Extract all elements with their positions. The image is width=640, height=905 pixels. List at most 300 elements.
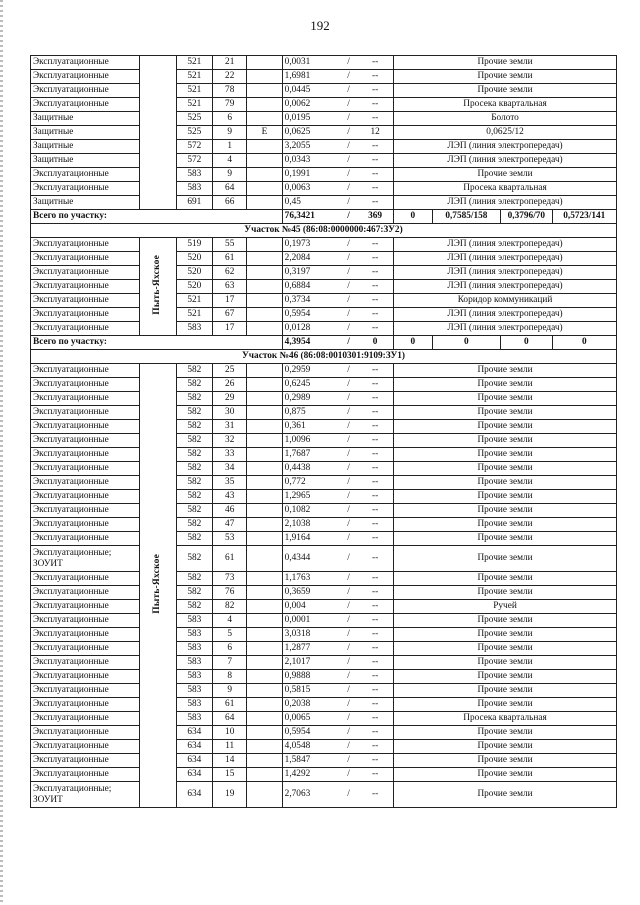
quarter-cell: 583 — [176, 628, 212, 642]
area-value: 0,0065 — [284, 712, 311, 723]
protection-category-cell: Эксплуатационные — [31, 670, 140, 684]
allotment-cell: 14 — [213, 754, 247, 768]
area-value: 1,6981 — [284, 70, 311, 81]
quarter-cell: 582 — [176, 518, 212, 532]
table-row — [31, 670, 617, 684]
separator-cell: / — [340, 182, 357, 196]
allotment-cell: 76 — [213, 586, 247, 600]
area-value: 0,3197 — [284, 266, 311, 277]
table-row — [31, 448, 617, 462]
area-cell — [282, 280, 340, 294]
separator-cell: / — [340, 532, 357, 546]
total-separator: / — [340, 336, 357, 350]
area-value: 0,5954 — [284, 308, 311, 319]
area-value: 0,0343 — [284, 154, 311, 165]
protection-category-cell: Эксплуатационные — [31, 586, 140, 600]
table-row — [31, 586, 617, 600]
total-n1: 0 — [394, 210, 433, 224]
area-cell — [282, 462, 340, 476]
area-value: 0,0001 — [284, 614, 311, 625]
area-cell — [282, 238, 340, 252]
area-value: 0,45 — [284, 196, 301, 207]
area-value: 4,0548 — [284, 740, 311, 751]
area-cell — [282, 532, 340, 546]
protection-category-cell: Эксплуатационные — [31, 462, 140, 476]
quarter-cell: 583 — [176, 670, 212, 684]
volume-cell: -- — [357, 112, 393, 126]
category-cell — [247, 532, 282, 546]
quarter-cell: 583 — [176, 712, 212, 726]
total-area: 76,3421 — [282, 210, 340, 224]
land-purpose-cell: ЛЭП (линия электропередач) — [394, 154, 617, 168]
category-cell — [247, 726, 282, 740]
protection-category-cell: Эксплуатационные — [31, 600, 140, 614]
allotment-cell: 64 — [213, 182, 247, 196]
category-cell — [247, 322, 282, 336]
protection-category-cell: Эксплуатационные — [31, 406, 140, 420]
volume-cell: -- — [357, 586, 393, 600]
protection-category-cell: Эксплуатационные — [31, 238, 140, 252]
table-row — [31, 168, 617, 182]
separator-cell: / — [340, 670, 357, 684]
area-cell — [282, 504, 340, 518]
protection-category-cell: Эксплуатационные — [31, 392, 140, 406]
category-cell — [247, 490, 282, 504]
area-cell — [282, 614, 340, 628]
separator-cell: / — [340, 782, 357, 808]
category-cell — [247, 140, 282, 154]
separator-cell: / — [340, 698, 357, 712]
land-purpose-cell: Прочие земли — [394, 476, 617, 490]
category-cell — [247, 684, 282, 698]
volume-cell: -- — [357, 56, 393, 70]
quarter-cell: 572 — [176, 154, 212, 168]
volume-cell: -- — [357, 614, 393, 628]
area-cell — [282, 740, 340, 754]
area-cell — [282, 684, 340, 698]
land-purpose-cell: ЛЭП (линия электропередач) — [394, 322, 617, 336]
allotment-cell: 53 — [213, 532, 247, 546]
total-row — [31, 210, 617, 224]
area-cell — [282, 294, 340, 308]
volume-cell: 12 — [357, 126, 393, 140]
allotment-cell: 21 — [213, 56, 247, 70]
protection-category-cell: Эксплуатационные — [31, 308, 140, 322]
quarter-cell: 521 — [176, 70, 212, 84]
table-row — [31, 782, 617, 808]
volume-cell: -- — [357, 532, 393, 546]
area-cell — [282, 698, 340, 712]
separator-cell: / — [340, 322, 357, 336]
category-cell — [247, 614, 282, 628]
land-purpose-cell: Прочие земли — [394, 504, 617, 518]
area-value: 2,1017 — [284, 656, 311, 667]
quarter-cell: 521 — [176, 84, 212, 98]
total-n3: 0 — [501, 336, 552, 350]
total-n1: 0 — [394, 336, 433, 350]
allotment-cell: 26 — [213, 378, 247, 392]
allotment-cell: 62 — [213, 266, 247, 280]
area-cell — [282, 308, 340, 322]
category-cell — [247, 754, 282, 768]
volume-cell: -- — [357, 196, 393, 210]
area-value: 0,0128 — [284, 322, 311, 333]
area-cell — [282, 84, 340, 98]
area-cell — [282, 572, 340, 586]
allotment-cell: 9 — [213, 168, 247, 182]
table-row — [31, 406, 617, 420]
area-cell — [282, 434, 340, 448]
category-cell — [247, 504, 282, 518]
quarter-cell: 521 — [176, 294, 212, 308]
area-value: 0,0063 — [284, 182, 311, 193]
allotment-cell: 4 — [213, 614, 247, 628]
separator-cell: / — [340, 628, 357, 642]
area-value: 1,7687 — [284, 448, 311, 459]
area-cell — [282, 98, 340, 112]
area-value: 0,6884 — [284, 280, 311, 291]
area-cell — [282, 600, 340, 614]
land-purpose-cell: Прочие земли — [394, 656, 617, 670]
allotment-cell: 63 — [213, 280, 247, 294]
quarter-cell: 582 — [176, 586, 212, 600]
allotment-cell: 82 — [213, 600, 247, 614]
table-row — [31, 126, 617, 140]
table-row — [31, 84, 617, 98]
volume-cell: -- — [357, 280, 393, 294]
category-cell — [247, 586, 282, 600]
volume-cell: -- — [357, 392, 393, 406]
forestry-name: Пыть-Яхское — [152, 553, 163, 614]
area-value: 0,0195 — [284, 112, 311, 123]
volume-cell: -- — [357, 420, 393, 434]
allotment-cell: 31 — [213, 420, 247, 434]
volume-cell: -- — [357, 600, 393, 614]
category-cell — [247, 462, 282, 476]
separator-cell: / — [340, 98, 357, 112]
protection-category-cell: Эксплуатационные — [31, 518, 140, 532]
category-cell — [247, 112, 282, 126]
protection-category-cell: Эксплуатационные — [31, 434, 140, 448]
section-title: Участок №46 (86:08:0010301:9109:ЗУ1) — [31, 350, 617, 364]
volume-cell: -- — [357, 448, 393, 462]
area-cell — [282, 140, 340, 154]
separator-cell: / — [340, 768, 357, 782]
separator-cell: / — [340, 84, 357, 98]
category-cell — [247, 656, 282, 670]
area-cell — [282, 252, 340, 266]
category-cell — [247, 642, 282, 656]
quarter-cell: 582 — [176, 364, 212, 378]
land-purpose-cell: Прочие земли — [394, 684, 617, 698]
allotment-cell: 61 — [213, 252, 247, 266]
table-row — [31, 462, 617, 476]
separator-cell: / — [340, 364, 357, 378]
area-cell — [282, 642, 340, 656]
table-row — [31, 56, 617, 70]
table-row — [31, 656, 617, 670]
volume-cell: -- — [357, 518, 393, 532]
quarter-cell: 525 — [176, 126, 212, 140]
area-cell — [282, 196, 340, 210]
quarter-cell: 525 — [176, 112, 212, 126]
protection-category-cell: Эксплуатационные — [31, 84, 140, 98]
protection-category-cell: Эксплуатационные — [31, 754, 140, 768]
volume-cell: -- — [357, 462, 393, 476]
allotment-cell: 6 — [213, 642, 247, 656]
area-value: 0,361 — [284, 420, 306, 431]
quarter-cell: 583 — [176, 168, 212, 182]
volume-cell: -- — [357, 572, 393, 586]
area-value: 0,875 — [284, 406, 306, 417]
area-cell — [282, 490, 340, 504]
quarter-cell: 521 — [176, 56, 212, 70]
table-row — [31, 684, 617, 698]
area-value: 1,2965 — [284, 490, 311, 501]
volume-cell: -- — [357, 84, 393, 98]
total-label: Всего по участку: — [31, 210, 283, 224]
volume-cell: -- — [357, 670, 393, 684]
allotment-cell: 46 — [213, 504, 247, 518]
area-value: 0,2959 — [284, 364, 311, 375]
quarter-cell: 582 — [176, 490, 212, 504]
area-value: 1,2877 — [284, 642, 311, 653]
table-row — [31, 628, 617, 642]
area-value: 0,4438 — [284, 462, 311, 473]
allotment-cell: 67 — [213, 308, 247, 322]
volume-cell: -- — [357, 252, 393, 266]
forestry-cell — [140, 238, 176, 336]
table-row — [31, 364, 617, 378]
volume-cell: -- — [357, 740, 393, 754]
table-row — [31, 532, 617, 546]
volume-cell: -- — [357, 364, 393, 378]
separator-cell: / — [340, 238, 357, 252]
separator-cell: / — [340, 308, 357, 322]
table-row — [31, 434, 617, 448]
separator-cell: / — [340, 656, 357, 670]
volume-cell: -- — [357, 266, 393, 280]
area-cell — [282, 420, 340, 434]
separator-cell: / — [340, 572, 357, 586]
land-purpose-cell: Прочие земли — [394, 518, 617, 532]
quarter-cell: 520 — [176, 252, 212, 266]
protection-category-cell: Эксплуатационные — [31, 628, 140, 642]
protection-category-cell: Эксплуатационные — [31, 698, 140, 712]
allotment-cell: 5 — [213, 628, 247, 642]
land-purpose-cell: ЛЭП (линия электропередач) — [394, 308, 617, 322]
allotment-cell: 17 — [213, 294, 247, 308]
quarter-cell: 583 — [176, 684, 212, 698]
area-cell — [282, 322, 340, 336]
separator-cell: / — [340, 684, 357, 698]
land-purpose-cell: Прочие земли — [394, 572, 617, 586]
area-value: 2,2084 — [284, 252, 311, 263]
land-purpose-cell: ЛЭП (линия электропередач) — [394, 252, 617, 266]
area-cell — [282, 70, 340, 84]
category-cell — [247, 238, 282, 252]
volume-cell: -- — [357, 140, 393, 154]
area-cell — [282, 670, 340, 684]
area-value: 0,0062 — [284, 98, 311, 109]
separator-cell: / — [340, 614, 357, 628]
category-cell — [247, 712, 282, 726]
volume-cell: -- — [357, 476, 393, 490]
section-title: Участок №45 (86:08:0000000:467:ЗУ2) — [31, 224, 617, 238]
volume-cell: -- — [357, 782, 393, 808]
separator-cell: / — [340, 476, 357, 490]
land-purpose-cell: Прочие земли — [394, 434, 617, 448]
area-value: 0,1973 — [284, 238, 311, 249]
area-value: 0,9888 — [284, 670, 311, 681]
volume-cell: -- — [357, 406, 393, 420]
area-value: 0,0625 — [284, 126, 311, 137]
land-purpose-cell: Прочие земли — [394, 490, 617, 504]
table-row — [31, 280, 617, 294]
table-row — [31, 98, 617, 112]
land-purpose-cell: Прочие земли — [394, 56, 617, 70]
protection-category-cell: Эксплуатационные — [31, 726, 140, 740]
land-purpose-cell: Прочие земли — [394, 448, 617, 462]
volume-cell: -- — [357, 238, 393, 252]
volume-cell: -- — [357, 70, 393, 84]
area-value: 0,0445 — [284, 84, 311, 95]
category-cell — [247, 782, 282, 808]
table-row — [31, 420, 617, 434]
table-row — [31, 698, 617, 712]
separator-cell: / — [340, 140, 357, 154]
protection-category-cell: Защитные — [31, 126, 140, 140]
table-row — [31, 754, 617, 768]
area-cell — [282, 586, 340, 600]
separator-cell: / — [340, 70, 357, 84]
table-row — [31, 504, 617, 518]
land-purpose-cell: Прочие земли — [394, 392, 617, 406]
category-cell — [247, 252, 282, 266]
allotment-cell: 34 — [213, 462, 247, 476]
table-row — [31, 322, 617, 336]
category-cell — [247, 420, 282, 434]
separator-cell: / — [340, 546, 357, 572]
category-cell — [247, 768, 282, 782]
category-cell — [247, 70, 282, 84]
category-cell — [247, 266, 282, 280]
land-purpose-cell: Просека квартальная — [394, 182, 617, 196]
quarter-cell: 582 — [176, 572, 212, 586]
separator-cell: / — [340, 754, 357, 768]
protection-category-cell: Эксплуатационные — [31, 266, 140, 280]
area-value: 0,3734 — [284, 294, 311, 305]
quarter-cell: 520 — [176, 266, 212, 280]
volume-cell: -- — [357, 642, 393, 656]
allotment-cell: 35 — [213, 476, 247, 490]
allotment-cell: 29 — [213, 392, 247, 406]
table-row — [31, 266, 617, 280]
volume-cell: -- — [357, 308, 393, 322]
area-cell — [282, 364, 340, 378]
total-area: 4,3954 — [282, 336, 340, 350]
area-cell — [282, 168, 340, 182]
area-cell — [282, 518, 340, 532]
protection-category-cell: Эксплуатационные — [31, 712, 140, 726]
separator-cell: / — [340, 294, 357, 308]
quarter-cell: 519 — [176, 238, 212, 252]
allotment-cell: 25 — [213, 364, 247, 378]
land-purpose-cell: Прочие земли — [394, 768, 617, 782]
protection-category-cell: Эксплуатационные — [31, 70, 140, 84]
category-cell — [247, 670, 282, 684]
area-value: 1,5847 — [284, 754, 311, 765]
area-cell — [282, 628, 340, 642]
land-purpose-cell: ЛЭП (линия электропередач) — [394, 238, 617, 252]
separator-cell: / — [340, 448, 357, 462]
table-body — [31, 56, 617, 808]
protection-category-cell: Эксплуатационные — [31, 768, 140, 782]
category-cell — [247, 280, 282, 294]
table-row — [31, 490, 617, 504]
scan-edge — [0, 0, 3, 905]
land-purpose-cell: Прочие земли — [394, 670, 617, 684]
table-row — [31, 378, 617, 392]
total-n4: 0,5723/141 — [552, 210, 616, 224]
protection-category-cell: Эксплуатационные — [31, 476, 140, 490]
separator-cell: / — [340, 586, 357, 600]
area-cell — [282, 266, 340, 280]
land-purpose-cell: Прочие земли — [394, 462, 617, 476]
quarter-cell: 582 — [176, 462, 212, 476]
category-cell — [247, 572, 282, 586]
land-purpose-cell: Прочие земли — [394, 628, 617, 642]
total-n3: 0,3796/70 — [501, 210, 552, 224]
total-separator: / — [340, 210, 357, 224]
land-purpose-cell: Прочие земли — [394, 532, 617, 546]
allotment-cell: 47 — [213, 518, 247, 532]
quarter-cell: 582 — [176, 448, 212, 462]
quarter-cell: 583 — [176, 614, 212, 628]
separator-cell: / — [340, 726, 357, 740]
table-row — [31, 476, 617, 490]
quarter-cell: 582 — [176, 406, 212, 420]
protection-category-cell: Эксплуатационные; ЗОУИТ — [31, 782, 140, 808]
area-cell — [282, 656, 340, 670]
category-cell — [247, 518, 282, 532]
category-cell — [247, 98, 282, 112]
allotment-cell: 22 — [213, 70, 247, 84]
protection-category-cell: Эксплуатационные — [31, 364, 140, 378]
allotment-cell: 11 — [213, 740, 247, 754]
area-cell — [282, 378, 340, 392]
quarter-cell: 634 — [176, 754, 212, 768]
allotment-cell: 10 — [213, 726, 247, 740]
area-value: 0,772 — [284, 476, 306, 487]
area-value: 0,1991 — [284, 168, 311, 179]
separator-cell: / — [340, 112, 357, 126]
area-cell — [282, 768, 340, 782]
volume-cell: -- — [357, 684, 393, 698]
area-value: 1,0096 — [284, 434, 311, 445]
allotment-cell: 33 — [213, 448, 247, 462]
area-value: 1,1763 — [284, 572, 311, 583]
quarter-cell: 583 — [176, 642, 212, 656]
land-purpose-cell: Прочие земли — [394, 378, 617, 392]
allotment-cell: 17 — [213, 322, 247, 336]
area-value: 0,2989 — [284, 392, 311, 403]
protection-category-cell: Эксплуатационные — [31, 656, 140, 670]
separator-cell: / — [340, 196, 357, 210]
allotment-cell: 32 — [213, 434, 247, 448]
land-purpose-cell: Просека квартальная — [394, 712, 617, 726]
protection-category-cell: Эксплуатационные — [31, 322, 140, 336]
